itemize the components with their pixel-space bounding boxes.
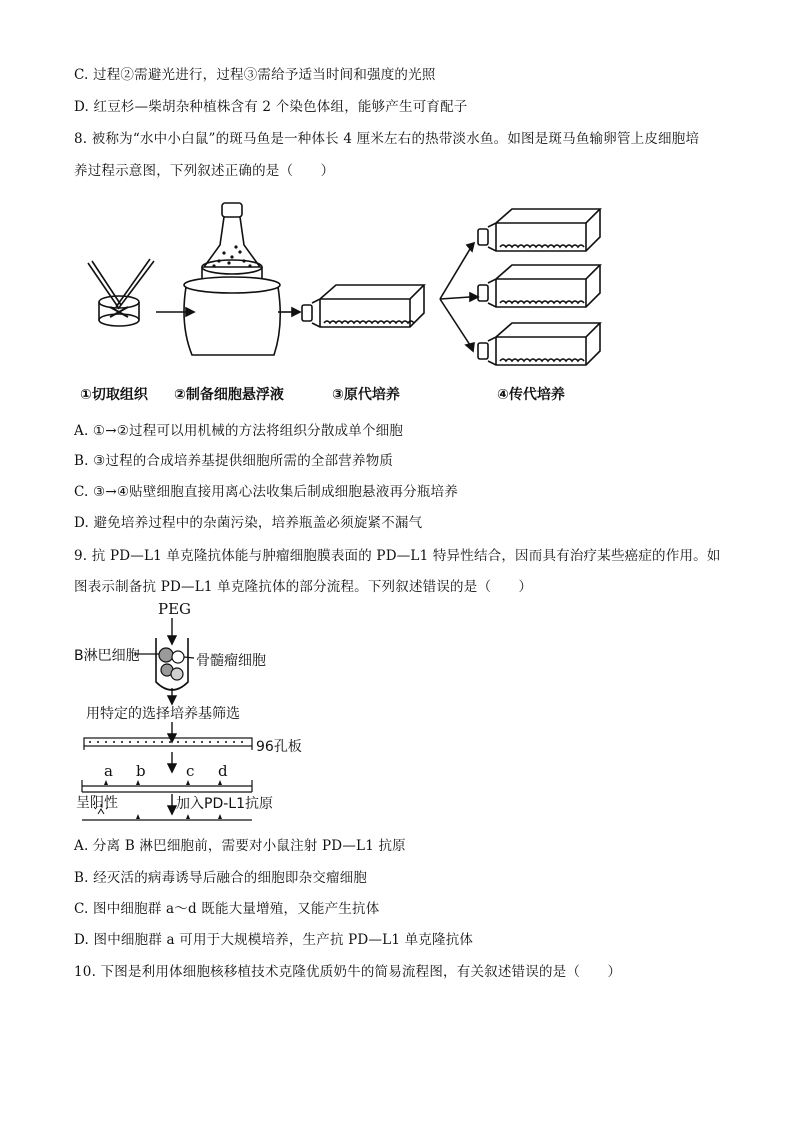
q9-option-b: B. 经灭活的病毒诱导后融合的细胞即杂交瘤细胞 — [74, 870, 368, 886]
well-a-label: a — [104, 762, 113, 780]
arrow-right-icon — [278, 308, 300, 316]
screening-label: 用特定的选择培养基筛选 — [86, 706, 240, 722]
96-well-plate-icon — [84, 738, 252, 750]
well-b-label: b — [136, 762, 146, 780]
q9-stem-line1: 9. 抗 PD—L1 单克隆抗体能与肿瘤细胞膜表面的 PD—L1 特异性结合，因而具有治疗某些癌症的作用。如 — [74, 548, 721, 564]
q8-option-b: B. ③过程的合成培养基提供细胞所需的全部营养物质 — [74, 453, 394, 469]
well-d-label: d — [218, 762, 228, 780]
culture-bottle-icon — [478, 265, 600, 307]
plate-label: 96孔板 — [256, 739, 302, 755]
hybrid-cell-icon — [171, 668, 183, 680]
arrow-down-icon — [168, 794, 176, 814]
b-cell-icon — [159, 648, 173, 662]
q10-stem: 10. 下图是利用体细胞核移植技术克隆优质奶牛的简易流程图，有关叙述错误的是（ ） — [74, 964, 622, 980]
q8-step3-label: ③原代培养 — [332, 387, 400, 403]
q8-step1-label: ①切取组织 — [80, 387, 148, 403]
myeloma-cell-icon — [172, 651, 184, 663]
q8-option-d: D. 避免培养过程中的杂菌污染，培养瓶盖必须旋紧不漏气 — [74, 515, 423, 531]
q8-option-c: C. ③→④贴壁细胞直接用离心法收集后制成细胞悬液再分瓶培养 — [74, 484, 458, 500]
test-tube-icon — [156, 638, 188, 690]
q9-stem-line2: 图表示制备抗 PD—L1 单克隆抗体的部分流程。下列叙述错误的是（ ） — [74, 579, 533, 595]
q8-step2-label: ②制备细胞悬浮液 — [174, 387, 284, 403]
cell-colony-icon — [136, 814, 222, 819]
q7-option-d: D. 红豆杉—柴胡杂种植株含有 2 个染色体组，能够产生可育配子 — [74, 99, 468, 115]
arrow-right-icon — [156, 308, 194, 316]
q8-stem-line2: 养过程示意图，下列叙述正确的是（ ） — [74, 163, 335, 179]
branch-arrows-icon — [440, 243, 478, 351]
b-cell-label: B淋巴细胞 — [74, 648, 140, 664]
positive-label: 呈阳性 — [76, 795, 118, 811]
q8-option-a: A. ①→②过程可以用机械的方法将组织分散成单个细胞 — [74, 423, 404, 439]
q8-stem-line1: 8. 被称为“水中小白鼠”的斑马鱼是一种体长 4 厘米左右的热带淡水鱼。如图是斑马鱼输卵管上皮细胞培 — [74, 131, 700, 147]
cell-layer-icon — [324, 321, 414, 323]
cell-colony-icon — [104, 780, 222, 785]
culture-bottle-icon — [478, 323, 600, 365]
dish-with-tools-icon — [88, 259, 154, 326]
myeloma-label: 骨髓瘤细胞 — [196, 653, 266, 669]
well-c-label: c — [186, 762, 195, 780]
well-strip-icon — [82, 780, 252, 792]
arrow-down-icon — [168, 752, 176, 772]
culture-bottle-icon — [478, 209, 600, 251]
flask-icon — [184, 203, 280, 355]
peg-label: PEG — [158, 600, 192, 618]
add-antigen-label: 加入PD-L1抗原 — [176, 796, 273, 812]
q7-option-c: C. 过程②需避光进行，过程③需给予适当时间和强度的光照 — [74, 67, 436, 83]
q8-culture-figure — [74, 195, 614, 375]
q9-option-d: D. 图中细胞群 a 可用于大规模培养，生产抗 PD—L1 单克隆抗体 — [74, 932, 474, 948]
cell-suspension-dots — [212, 245, 251, 267]
q9-option-c: C. 图中细胞群 a～d 既能大量增殖，又能产生抗体 — [74, 901, 380, 917]
q8-step4-label: ④传代培养 — [497, 387, 565, 403]
arrow-down-icon — [168, 722, 176, 742]
q9-option-a: A. 分离 B 淋巴细胞前，需要对小鼠注射 PD—L1 抗原 — [74, 838, 406, 854]
arrow-down-icon — [168, 618, 176, 644]
